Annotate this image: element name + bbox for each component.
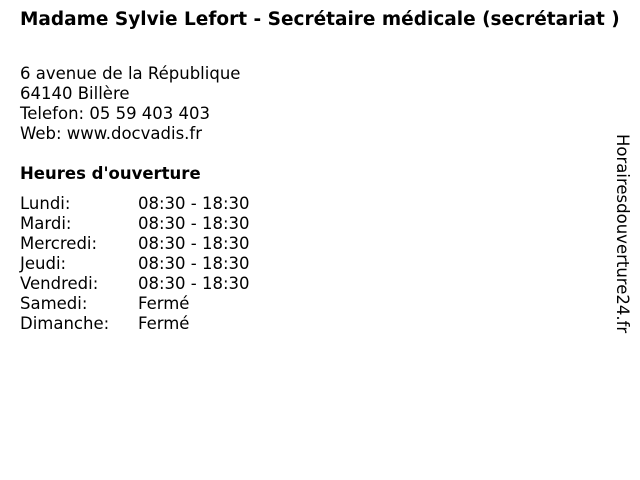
city-postcode: 64140 Billère [20, 84, 130, 103]
day-label: Mardi: [20, 214, 72, 233]
street-address: 6 avenue de la République [20, 64, 241, 83]
site-watermark: Horairesdouverture24.fr [613, 134, 632, 334]
day-hours: 08:30 - 18:30 [138, 214, 250, 233]
day-hours: 08:30 - 18:30 [138, 194, 250, 213]
day-label: Mercredi: [20, 234, 98, 253]
day-label: Lundi: [20, 194, 71, 213]
day-label: Dimanche: [20, 314, 110, 333]
day-label: Vendredi: [20, 274, 99, 293]
day-hours: Fermé [138, 314, 190, 333]
day-hours: 08:30 - 18:30 [138, 234, 250, 253]
phone-number: Telefon: 05 59 403 403 [20, 104, 211, 123]
page-title: Madame Sylvie Lefort - Secrétaire médicale (secrétariat ) [20, 9, 620, 30]
day-label: Jeudi: [20, 254, 67, 273]
day-label: Samedi: [20, 294, 88, 313]
day-hours: Fermé [138, 294, 190, 313]
day-hours: 08:30 - 18:30 [138, 274, 250, 293]
website: Web: www.docvadis.fr [20, 124, 202, 143]
address-block [20, 64, 240, 144]
opening-hours-heading: Heures d'ouverture [20, 164, 201, 183]
day-hours: 08:30 - 18:30 [138, 254, 250, 273]
